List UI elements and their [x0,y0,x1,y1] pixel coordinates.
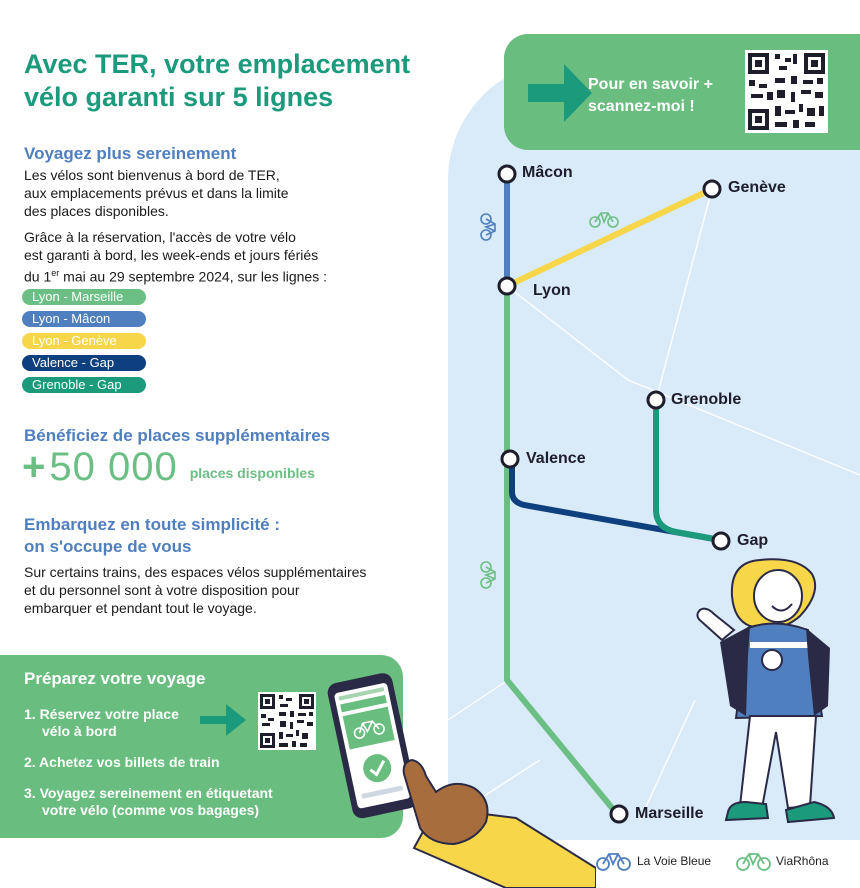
line-lyon-geneve [507,189,712,286]
city-label-gap: Gap [737,532,769,549]
person-illustration [690,556,840,838]
station-macon [499,166,515,182]
qr-code-icon[interactable] [258,692,316,750]
station-marseille [611,806,627,822]
plus-sign: + [22,444,46,489]
legend-viarhona: ViaRhôna [776,854,829,868]
scan-banner-text: Pour en savoir + scannez-moi ! [588,76,713,115]
legend-voie-bleue: La Voie Bleue [637,854,712,868]
line-lyon-marseille [507,286,617,814]
prepare-step-1: 1. Réservez votre place vélo à bord [24,706,179,739]
city-label-marseille: Marseille [635,805,704,822]
bike-icon [596,848,632,872]
station-gap [713,533,729,549]
arrow-right-icon [200,700,248,740]
station-geneve [704,181,720,197]
section1-paragraph1: Les vélos sont bienvenus à bord de TER, aux emplacements prévus et dans la limite des places disponibles. [24,167,289,219]
section1-heading: Voyagez plus sereinement [24,144,237,163]
qr-code-icon[interactable] [745,50,828,133]
line-grenoble-gap [656,400,720,540]
line-pill-lyon-geneve: Lyon - Genève [22,333,146,349]
line-pill-lyon-macon: Lyon - Mâcon [22,311,146,327]
bike-icon [736,848,772,872]
bike-icon [590,213,618,227]
bike-icon [481,214,495,240]
city-label-lyon: Lyon [533,282,571,299]
station-grenoble [648,392,664,408]
line-valence-gap [512,460,720,540]
station-valence [502,451,518,467]
prepare-step-3: 3. Voyagez sereinement en étiquetant votre vélo (comme vos bagages) [24,785,273,818]
line-pill-valence-gap: Valence - Gap [22,355,146,371]
prepare-heading: Préparez votre voyage [24,669,206,688]
city-label-macon: Mâcon [522,164,573,181]
city-label-valence: Valence [526,450,586,467]
line-pill-grenoble-gap: Grenoble - Gap [22,377,146,393]
section1-paragraph2: Grâce à la réservation, l'accès de votre vélo est garanti à bord, les week-ends et jours fériés du 1er mai au 29 septembre 2024, sur les lignes : [24,229,327,285]
hand-icon [396,748,596,888]
arrow-right-icon [528,58,594,128]
section3-heading: Embarquez en toute simplicité : on s'occupe de vous [24,515,280,556]
city-label-grenoble: Grenoble [671,391,742,408]
page-title: Avec TER, votre emplacement vélo garanti sur 5 lignes [24,49,411,112]
prepare-step-2: 2. Achetez vos billets de train [24,754,220,770]
places-unit: places disponibles [189,465,315,481]
bike-icon [481,562,495,588]
section3-paragraph: Sur certains trains, des espaces vélos supplémentaires et du personnel sont à votre disposition pour embarquer et pendant tout le voyage. [24,564,367,616]
station-lyon [499,278,515,294]
line-pill-lyon-marseille: Lyon - Marseille [22,289,146,305]
section2-heading: Bénéficiez de places supplémentaires [24,426,331,445]
places-number: 50 000 [49,444,178,489]
city-label-geneve: Genève [728,179,786,196]
